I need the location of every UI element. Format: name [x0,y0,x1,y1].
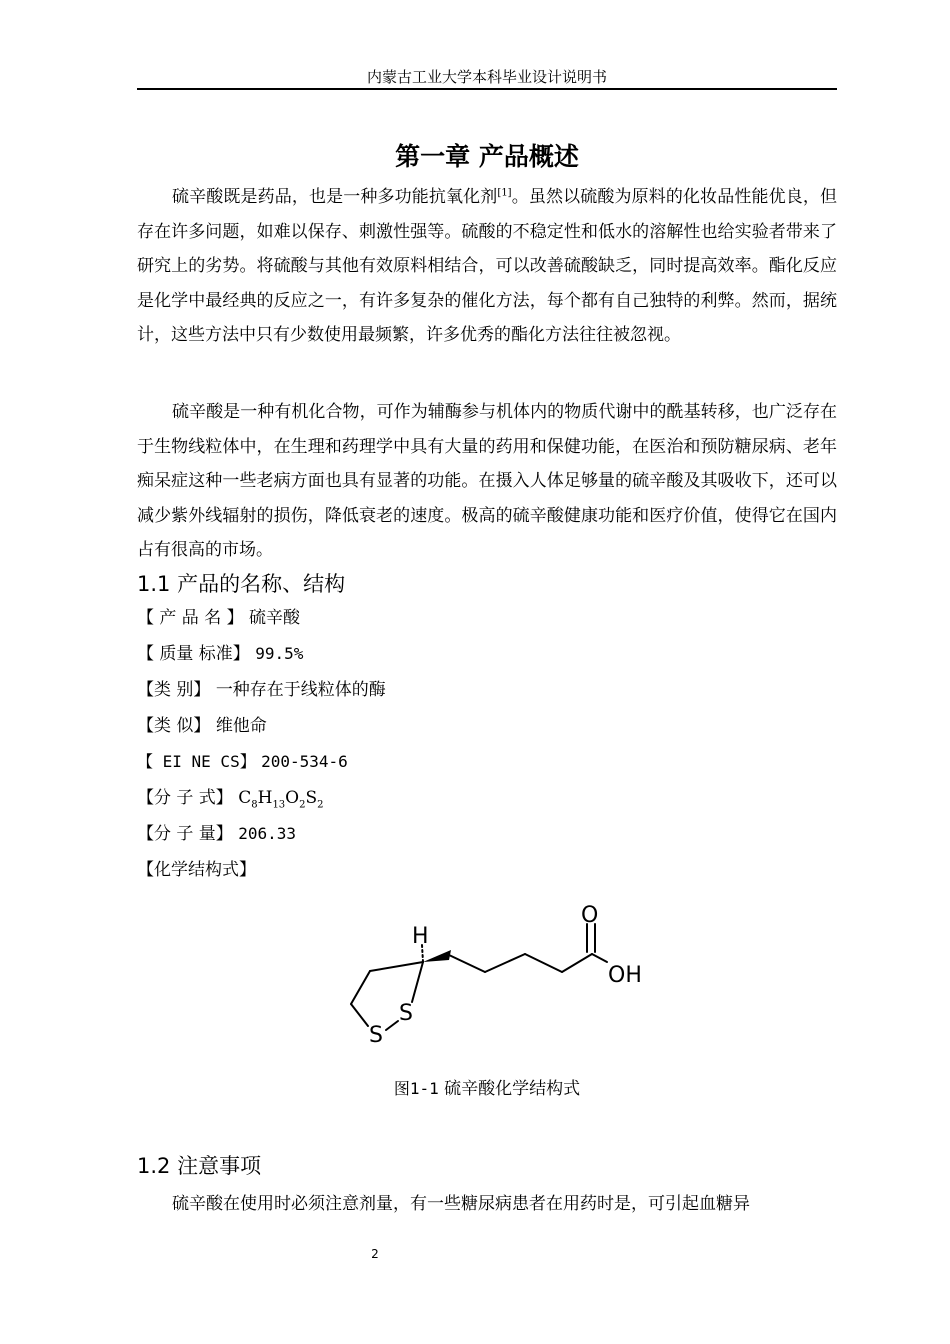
section-number: 1.2 [137,1154,171,1178]
field-molecular-formula [137,785,837,818]
field-category [137,677,837,703]
field-label: 【 EI NE CS】 [137,752,256,771]
field-label: 【类 似】 [137,716,211,736]
figure-caption [137,1076,837,1102]
atom-label-oh: OH [608,963,642,988]
figure-caption-number: 图1-1 [393,1079,439,1098]
notes-paragraph: 硫辛酸在使用时必须注意剂量，有一些糖尿病患者在用药时是，可引起血糖异 [172,1194,750,1214]
field-value: 维他命 [215,716,267,736]
chapter-title: 第一章 产品概述 [395,142,579,171]
section-number: 1.1 [137,572,171,596]
atom-label-h: H [412,924,429,949]
lipoic-acid-structure [330,892,670,1052]
field-label: 【类 别】 [137,680,211,700]
page-number: 2 [371,1247,379,1261]
section-heading-1-2 [137,1151,837,1181]
field-value: 一种存在于线粒体的酶 [215,680,386,700]
intro-paragraph-2: 硫辛酸是一种有机化合物，可作为辅酶参与机体内的物质代谢中的酰基转移，也广泛存在于生物线粒体中，在生理和药理学中具有大量的药用和保健功能，在医治和预防糖尿病、老年痴呆症这种一些老病方面也具有显著的功能。在摄入人体足够量的硫辛酸及其吸收下，还可以减少紫外线辐射的损伤，降低衰老的速度。极高的硫辛酸健康功能和医疗价值，使得它在国内占有很高的市场。 [137,402,837,560]
field-value: 硫辛酸 [249,608,301,628]
field-chemical-structure [137,857,837,883]
section-heading-1-1 [137,569,837,599]
molecular-formula: $C_8H_{13}O_2S_2$ [238,788,324,811]
field-molecular-weight [137,821,837,847]
section-title: 注意事项 [177,1154,262,1178]
field-value: 99.5% [255,644,304,663]
field-label: 【 产 品 名 】 [137,608,244,628]
field-label: 【化学结构式】 [137,860,256,880]
field-einecs [137,749,837,775]
section-title: 产品的名称、结构 [177,572,346,596]
figure-caption-text: 硫辛酸化学结构式 [444,1079,581,1099]
atom-label-s-upper: S [399,1001,413,1026]
wedge-bond [423,950,451,962]
field-similar [137,713,837,739]
header-divider [137,88,837,90]
intro-paragraph-1-text-a: 硫辛酸既是药品，也是一种多功能抗氧化剂 [172,187,498,207]
field-value: 206.33 [238,824,297,843]
field-value: 200-534-6 [261,752,348,771]
field-quality-standard [137,641,837,667]
atom-label-o: O [581,903,599,928]
field-label: 【分 子 式】 [137,788,233,808]
atom-label-s-lower: S [369,1023,383,1048]
intro-paragraph-1 [137,180,837,353]
intro-paragraph-1-text-b: 。虽然以硫酸为原料的化妆品性能优良，但存在许多问题，如难以保存、刺激性强等。硫酸的不稳定性和低水的溶解性也给实验者带来了研究上的劣势。将硫酸与其他有效原料相结合，可以改善硫酸缺乏，同时提高效率。酯化反应是化学中最经典的反应之一，有许多复杂的催化方法，每个都有自己独特的利弊。然而，据统计，这些方法中只有少数使用最频繁，许多优秀的酯化方法往往被忽视。 [137,187,838,345]
field-product-name [137,605,837,631]
field-label: 【 质量 标准】 [137,644,250,664]
page-header: 内蒙古工业大学本科毕业设计说明书 [366,68,607,86]
citation-ref: [1] [497,187,512,199]
field-label: 【分 子 量】 [137,824,233,844]
